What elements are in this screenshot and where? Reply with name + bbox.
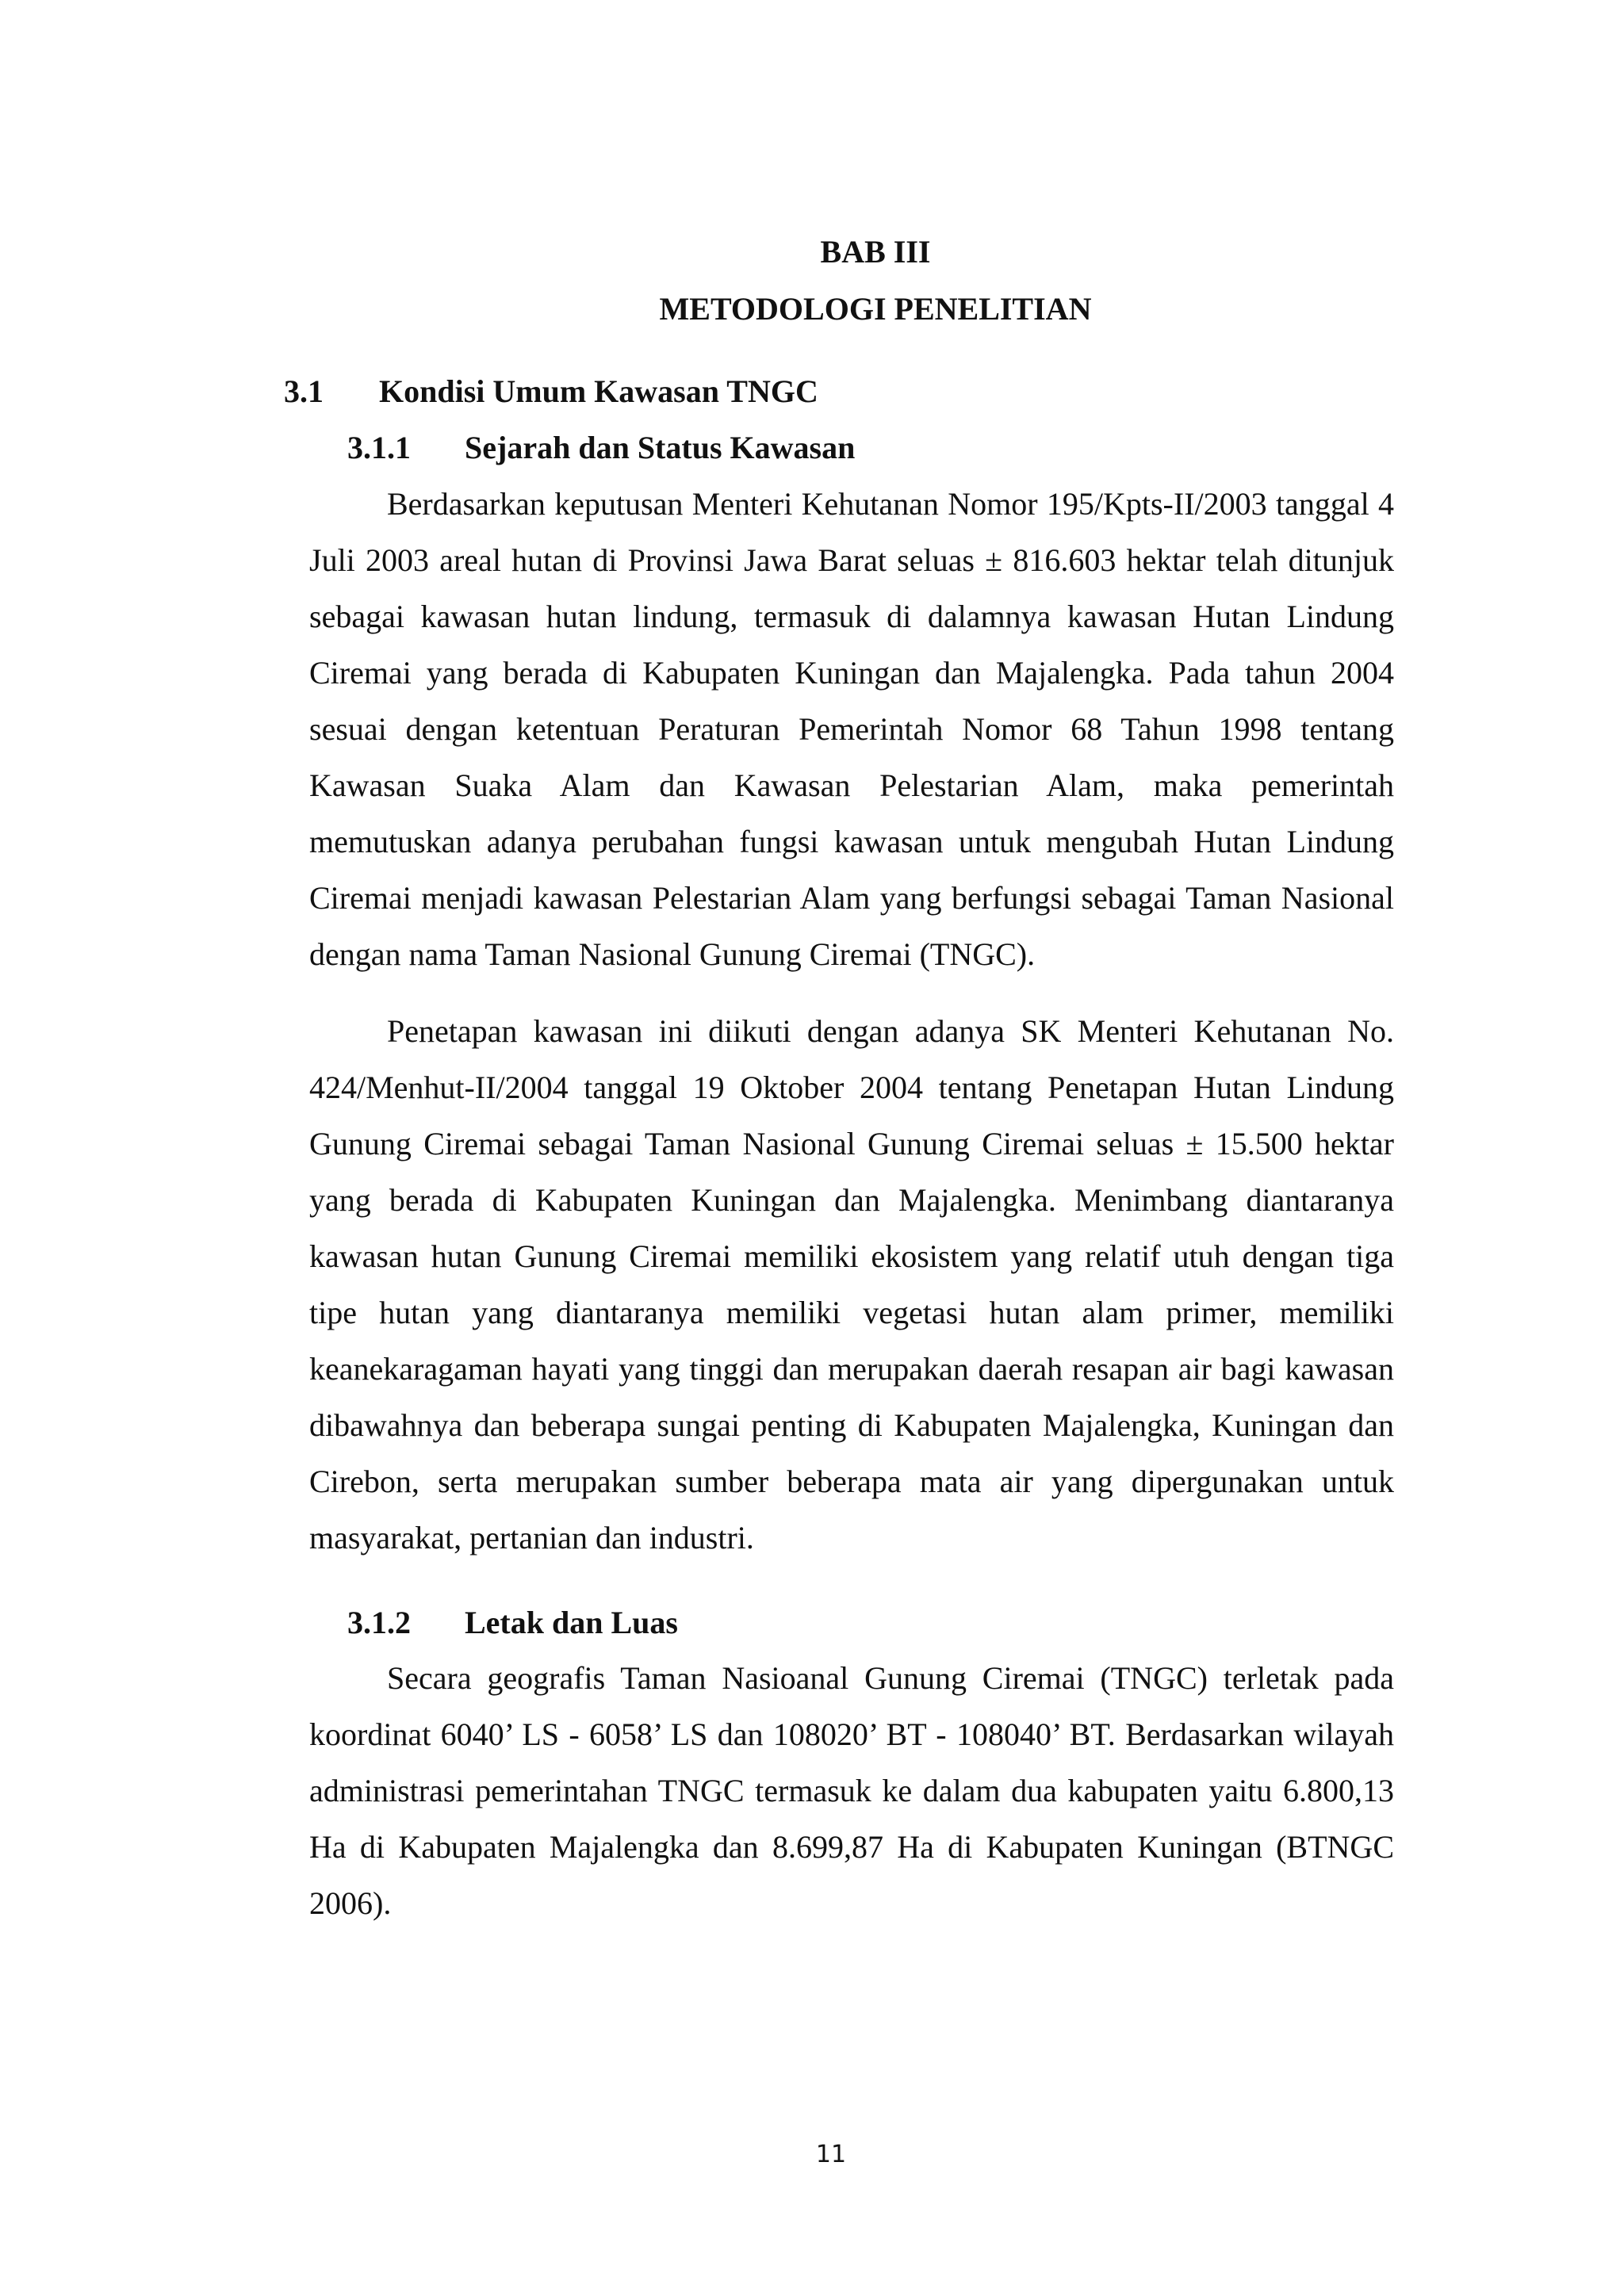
subsection-title: Letak dan Luas [465, 1605, 678, 1640]
body-paragraph: Penetapan kawasan ini diikuti dengan adanya SK Menteri Kehutanan No. 424/Menhut-II/2004 tanggal 19 Oktober 2004 tentang Penetapan Hutan Lindung Gunung Ciremai sebagai Taman Nasional Gunung Ciremai seluas ± 15.500 hektar yang berada di Kabupaten Kuningan dan Majalengka. Menimbang diantaranya kawasan hutan Gunung Ciremai memiliki ekosistem yang relatif utuh dengan tiga tipe hutan yang diantaranya memiliki vegetasi hutan alam primer, memiliki keanekaragaman hayati yang tinggi dan merupakan daerah resapan air bagi kawasan dibawahnya dan beberapa sungai penting di Kabupaten Majalengka, Kuningan dan Cirebon, serta merupakan sumber beberapa mata air yang dipergunakan untuk masyarakat, pertanian dan industri. [309, 1013, 1394, 1556]
chapter-number: BAB III [820, 234, 931, 270]
chapter-title: METODOLOGI PENELITIAN [659, 291, 1092, 327]
subsection-number: 3.1.2 [347, 1605, 411, 1640]
subsection-heading-3-1-2 [347, 1604, 1061, 1642]
section-heading-3-1 [284, 373, 998, 411]
page-number: 11 [815, 2141, 847, 2168]
body-paragraph: Secara geografis Taman Nasioanal Gunung Ciremai (TNGC) terletak pada koordinat 6040’ LS - 6058’ LS dan 108020’ BT - 108040’ BT. Berdasarkan wilayah administrasi pemerintahan TNGC termasuk ke dalam dua kabupaten yaitu 6.800,13 Ha di Kabupaten Majalengka dan 8.699,87 Ha di Kabupaten Kuningan (BTNGC 2006). [309, 1660, 1394, 1921]
subsection-number: 3.1.1 [347, 430, 411, 465]
section-title: Kondisi Umum Kawasan TNGC [379, 373, 818, 409]
subsection-title: Sejarah dan Status Kawasan [465, 430, 856, 465]
subsection-heading-3-1-1 [347, 429, 1061, 467]
section-number: 3.1 [284, 373, 324, 409]
body-paragraph: Berdasarkan keputusan Menteri Kehutanan Nomor 195/Kpts-II/2003 tanggal 4 Juli 2003 areal hutan di Provinsi Jawa Barat seluas ± 816.603 hektar telah ditunjuk sebagai kawasan hutan lindung, termasuk di dalamnya kawasan Hutan Lindung Ciremai yang berada di Kabupaten Kuningan dan Majalengka. Pada tahun 2004 sesuai dengan ketentuan Peraturan Pemerintah Nomor 68 Tahun 1998 tentang Kawasan Suaka Alam dan Kawasan Pelestarian Alam, maka pemerintah memutuskan adanya perubahan fungsi kawasan untuk mengubah Hutan Lindung Ciremai menjadi kawasan Pelestarian Alam yang berfungsi sebagai Taman Nasional dengan nama Taman Nasional Gunung Ciremai (TNGC). [309, 486, 1394, 972]
